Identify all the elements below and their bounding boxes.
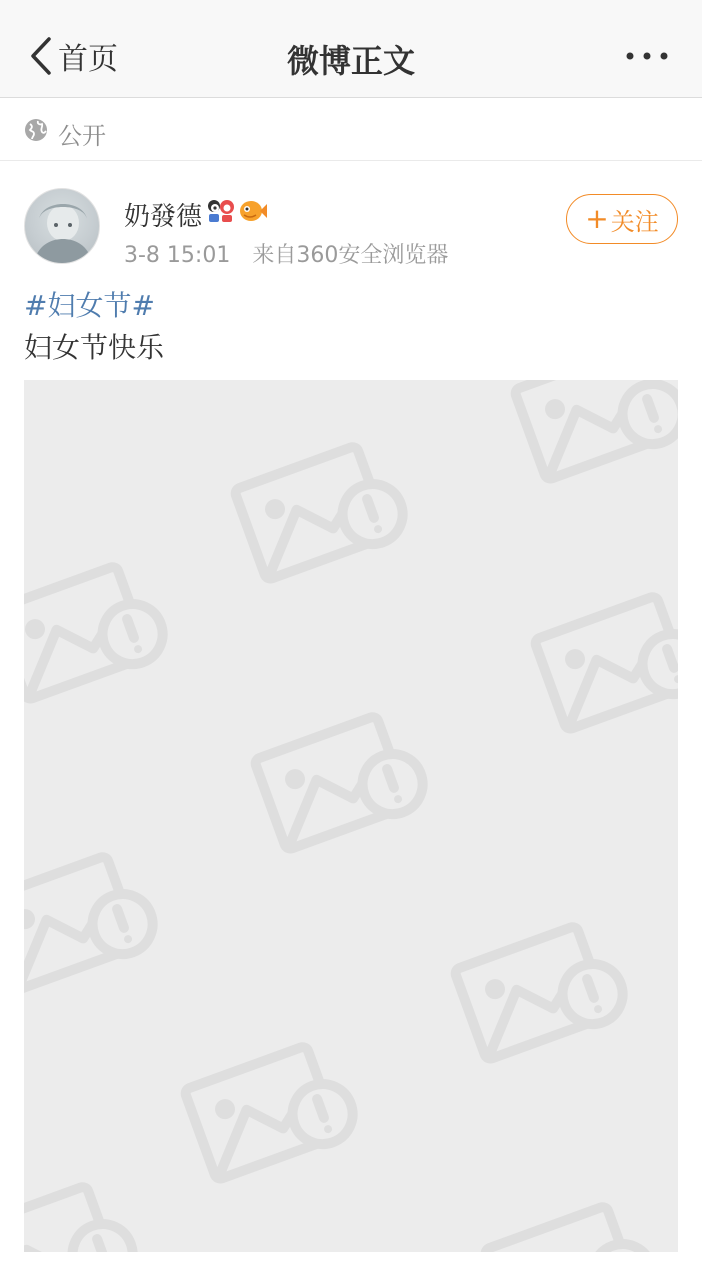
post-source[interactable]: 来自360安全浏览器 [252,243,449,268]
avatar[interactable] [24,188,100,264]
more-button[interactable] [622,40,672,72]
visibility-label: 公开 [58,122,106,150]
page-title: 微博正文 [286,42,415,80]
navigation-bar [0,0,702,98]
follow-label: 关注 [610,207,659,236]
user-name[interactable]: 奶發德 [124,202,203,232]
avatar-image [25,189,100,264]
plus-icon: + [585,202,609,235]
follow-button[interactable] [566,194,678,244]
post-image[interactable] [24,380,678,1252]
post-time: 3-8 15:01 [124,243,231,268]
panda-badge-icon [206,198,236,224]
post-text: 妇女节快乐 [24,331,165,364]
post-meta [124,238,448,269]
fish-badge-icon [238,198,268,224]
user-badges [206,198,268,224]
more-icon [622,40,672,72]
topic-link[interactable]: #妇女节# [24,289,155,322]
globe-icon [24,118,48,142]
broken-image-icon [24,380,678,1252]
back-label: 首页 [58,42,118,77]
